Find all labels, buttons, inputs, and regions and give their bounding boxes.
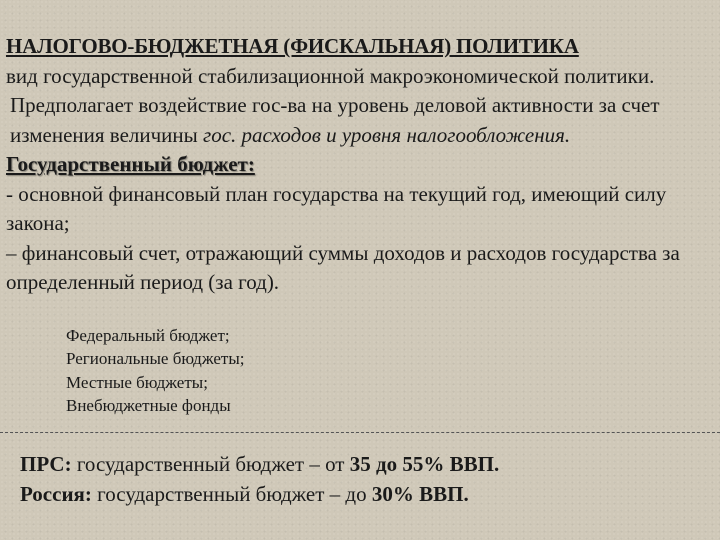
budget-level-item: Местные бюджеты; [66,372,208,392]
slide-title [6,32,714,62]
policy-implies [6,91,714,150]
policy-implies-text: Предполагает воздействие гос-ва на уровень деловой активности за счет изменения величины [10,93,660,147]
prs-label: ПРС: [20,452,72,476]
comparison-block [20,449,499,509]
policy-definition: вид государственной стабилизационной макроэкономической политики. [6,63,655,88]
budget-levels-list [66,324,244,417]
prs-range: 35 до 55% ВВП. [349,452,500,476]
russia-text: государственный бюджет – до [91,482,372,506]
budget-level-item: Внебюджетные фонды [66,395,231,415]
russia-label: Россия: [20,482,92,506]
main-text-block [6,32,714,298]
prs-line [20,449,499,479]
slide-title-text: НАЛОГОВО-БЮДЖЕТНАЯ (ФИСКАЛЬНАЯ) ПОЛИТИКА [6,34,579,58]
budget-level-item: Федеральный бюджет; [66,326,230,345]
russia-line [20,479,499,509]
title-underline-tail [579,32,619,62]
budget-level-item: Региональные бюджеты; [66,349,245,369]
policy-implies-italic: гос. расходов и уровня налогообложения. [203,122,571,147]
budget-definition-2: – финансовый счет, отражающий суммы доходов и расходов государства за определенный период (за год). [6,240,680,294]
dashed-divider [0,432,720,433]
prs-text: государственный бюджет – от [71,452,350,476]
budget-definition-1: - основной финансовый план государства на текущий год, имеющий силу закона; [6,181,667,235]
budget-heading: Государственный бюджет: [6,152,255,176]
russia-value: 30% ВВП. [371,482,469,506]
